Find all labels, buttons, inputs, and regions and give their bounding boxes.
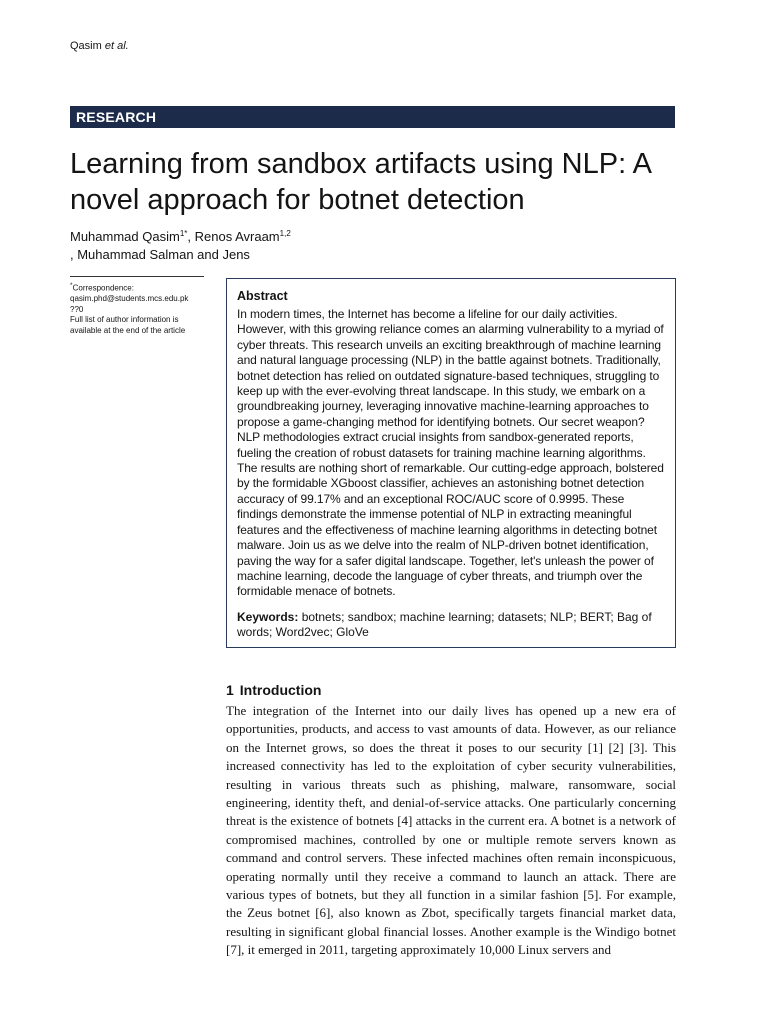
correspondence-mark: *	[70, 282, 73, 289]
affiliation-line: ??0	[70, 304, 84, 314]
keywords	[237, 610, 665, 641]
author-name: Muhammad Qasim	[70, 229, 180, 244]
author-separator: ,	[187, 229, 195, 244]
running-head-author: Qasim	[70, 40, 102, 52]
section-title: Introduction	[239, 682, 322, 698]
correspondence-label: Correspondence:	[72, 283, 134, 293]
author-info-note: Full list of author information is available at the end of the article	[70, 315, 186, 335]
section-banner	[70, 106, 675, 128]
paper-title: Learning from sandbox artifacts using NLP: A novel approach for botnet detection	[70, 148, 651, 216]
section-number: 1	[226, 682, 234, 698]
section-heading-introduction	[226, 682, 321, 698]
abstract-text: In modern times, the Internet has become a lifeline for our daily activities. However, with this growing reliance comes an alarming vulnerability to a myriad of cyber threats. This research unveils an exciting breakthrough of machine learning and natural language processing (NLP) in the battle against botnets. Traditionally, botnet detection has relied on outdated signature-based techniques, struggling to keep up with the ever-evolving threat landscape. In this study, we embark on a groundbreaking journey, leveraging innovative machine-learning approaches to propose a game-changing method for identifying botnets. Our secret weapon? NLP methodologies extract crucial insights from sandbox-generated reports, fueling the creation of robust datasets for training machine learning algorithms. The results are nothing short of remarkable. Our cutting-edge approach, bolstered by the formidable XGboost classifier, achieves an astonishing botnet detection accuracy of 99.17% and an exceptional ROC/AUC score of 0.9995. These findings demonstrate the immense potential of NLP in extracting meaningful features and the effectiveness of machine learning algorithms in detecting botnet malware. Join us as we delve into the realm of NLP-driven botnet identification, paving the way for a safer digital landscape. Together, let's unleash the power of machine learning, decode the language of cyber threats, and triumph over the formidable menace of botnets.	[237, 307, 664, 599]
abstract-box	[226, 278, 676, 648]
keywords-list: botnets; sandbox; machine learning; datasets; NLP; BERT; Bag of words; Word2vec; GloVe	[237, 609, 652, 640]
author-list	[70, 228, 470, 264]
author-line-2: , Muhammad Salman and Jens	[70, 247, 250, 262]
abstract-heading: Abstract	[237, 289, 288, 303]
author-affiliation-mark: 1,2	[279, 229, 291, 238]
correspondence-line	[70, 281, 205, 294]
correspondence-email[interactable]: qasim.phd@students.mcs.edu.pk	[70, 294, 189, 304]
author-affiliation-mark: 1*	[179, 229, 188, 238]
sidebar-divider	[70, 276, 204, 277]
correspondence-sidebar	[70, 281, 205, 336]
running-head	[70, 40, 129, 52]
running-head-suffix: et al.	[104, 40, 129, 52]
section-label: RESEARCH	[76, 109, 157, 125]
introduction-body: The integration of the Internet into our daily lives has opened up a new era of opportunities, products, and access to vast amounts of data. However, as our reliance on the Internet grows, so does the threat it poses to our security [1] [2] [3]. This increased connectivity has led to the exploitation of cyber security vulnerabilities, resulting in various threats such as phishing, malware, ransomware, social engineering, identity theft, and denial-of-service attacks. One particularly concerning threat is the existence of botnets [4] attacks in the current era. A botnet is a network of compromised machines, controlled by one or multiple remote servers known as command and control servers. These infected machines often remain inconspicuous, operating normally until they receive a command to launch an attack. There are various types of botnets, but they all function in a similar fashion [5]. For example, the Zeus botnet [6], also known as Zbot, specifically targets financial market data, resulting in significant global financial losses. Another example is the Windigo botnet [7], it emerged in 2011, targeting approximately 10,000 Linux servers and	[226, 703, 676, 958]
author-name: Renos Avraam	[194, 229, 280, 244]
keywords-label: Keywords:	[237, 609, 299, 624]
